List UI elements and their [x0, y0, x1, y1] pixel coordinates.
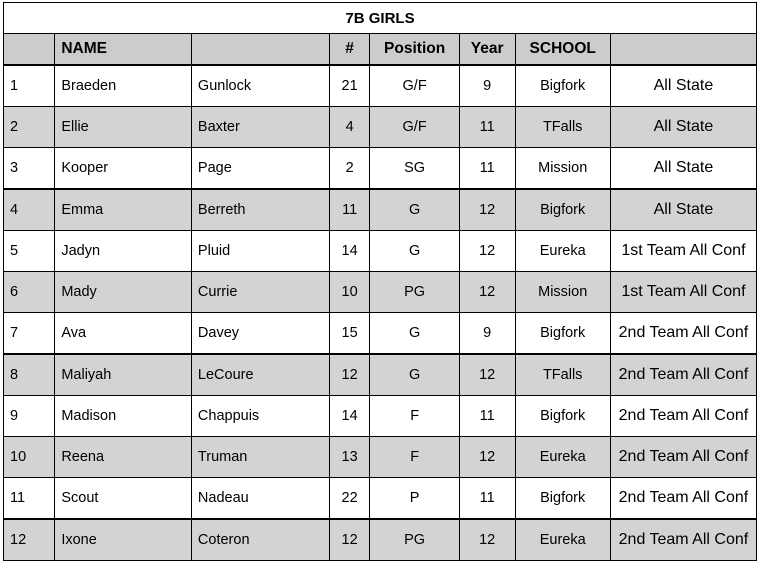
header-school: SCHOOL	[515, 34, 610, 66]
cell-position: F	[370, 396, 459, 437]
cell-school: Eureka	[515, 519, 610, 561]
cell-school: Bigfork	[515, 313, 610, 355]
cell-position: P	[370, 478, 459, 520]
cell-year: 12	[459, 354, 515, 396]
cell-honor: 2nd Team All Conf	[610, 396, 756, 437]
cell-year: 12	[459, 519, 515, 561]
table-row	[4, 478, 757, 520]
header-honor	[610, 34, 756, 66]
cell-honor: 1st Team All Conf	[610, 231, 756, 272]
cell-honor: All State	[610, 107, 756, 148]
header-number: #	[329, 34, 370, 66]
table-row	[4, 519, 757, 561]
cell-position: G/F	[370, 107, 459, 148]
cell-last-name: Baxter	[191, 107, 329, 148]
cell-first-name: Ixone	[55, 519, 192, 561]
cell-number: 12	[329, 354, 370, 396]
cell-last-name: Chappuis	[191, 396, 329, 437]
cell-first-name: Mady	[55, 272, 192, 313]
header-position: Position	[370, 34, 459, 66]
cell-last-name: Page	[191, 148, 329, 190]
title-row	[4, 3, 757, 34]
cell-year: 12	[459, 437, 515, 478]
table-row	[4, 313, 757, 355]
cell-honor: 1st Team All Conf	[610, 272, 756, 313]
cell-position: PG	[370, 519, 459, 561]
cell-first-name: Scout	[55, 478, 192, 520]
cell-index: 8	[4, 354, 55, 396]
cell-index: 1	[4, 65, 55, 107]
cell-last-name: LeCoure	[191, 354, 329, 396]
cell-honor: 2nd Team All Conf	[610, 354, 756, 396]
table-row	[4, 396, 757, 437]
cell-first-name: Ellie	[55, 107, 192, 148]
cell-school: TFalls	[515, 107, 610, 148]
cell-position: F	[370, 437, 459, 478]
cell-school: Eureka	[515, 231, 610, 272]
roster-table	[3, 2, 757, 561]
cell-number: 4	[329, 107, 370, 148]
table-row	[4, 65, 757, 107]
cell-last-name: Coteron	[191, 519, 329, 561]
cell-school: Mission	[515, 148, 610, 190]
cell-school: Mission	[515, 272, 610, 313]
cell-school: Eureka	[515, 437, 610, 478]
cell-number: 2	[329, 148, 370, 190]
cell-index: 10	[4, 437, 55, 478]
cell-index: 9	[4, 396, 55, 437]
header-row	[4, 34, 757, 66]
cell-last-name: Truman	[191, 437, 329, 478]
cell-honor: All State	[610, 65, 756, 107]
table-row	[4, 354, 757, 396]
cell-year: 11	[459, 478, 515, 520]
cell-honor: All State	[610, 148, 756, 190]
cell-last-name: Gunlock	[191, 65, 329, 107]
cell-last-name: Pluid	[191, 231, 329, 272]
header-last	[191, 34, 329, 66]
cell-first-name: Ava	[55, 313, 192, 355]
table-row	[4, 231, 757, 272]
cell-position: G	[370, 313, 459, 355]
cell-number: 14	[329, 396, 370, 437]
cell-first-name: Reena	[55, 437, 192, 478]
cell-position: G/F	[370, 65, 459, 107]
cell-honor: 2nd Team All Conf	[610, 437, 756, 478]
cell-index: 6	[4, 272, 55, 313]
cell-school: TFalls	[515, 354, 610, 396]
cell-number: 15	[329, 313, 370, 355]
cell-school: Bigfork	[515, 478, 610, 520]
cell-index: 2	[4, 107, 55, 148]
cell-number: 14	[329, 231, 370, 272]
table-row	[4, 107, 757, 148]
cell-index: 3	[4, 148, 55, 190]
cell-last-name: Berreth	[191, 189, 329, 231]
cell-year: 11	[459, 148, 515, 190]
cell-honor: 2nd Team All Conf	[610, 478, 756, 520]
cell-number: 13	[329, 437, 370, 478]
cell-year: 11	[459, 396, 515, 437]
cell-index: 11	[4, 478, 55, 520]
cell-number: 22	[329, 478, 370, 520]
cell-index: 4	[4, 189, 55, 231]
table-row	[4, 148, 757, 190]
cell-position: PG	[370, 272, 459, 313]
cell-first-name: Emma	[55, 189, 192, 231]
cell-year: 12	[459, 189, 515, 231]
cell-index: 5	[4, 231, 55, 272]
cell-honor: 2nd Team All Conf	[610, 519, 756, 561]
cell-year: 9	[459, 313, 515, 355]
header-year: Year	[459, 34, 515, 66]
cell-number: 11	[329, 189, 370, 231]
cell-first-name: Maliyah	[55, 354, 192, 396]
cell-school: Bigfork	[515, 189, 610, 231]
cell-number: 21	[329, 65, 370, 107]
cell-position: G	[370, 354, 459, 396]
cell-year: 12	[459, 272, 515, 313]
cell-number: 10	[329, 272, 370, 313]
cell-first-name: Kooper	[55, 148, 192, 190]
cell-first-name: Braeden	[55, 65, 192, 107]
cell-honor: All State	[610, 189, 756, 231]
cell-position: SG	[370, 148, 459, 190]
header-name: NAME	[55, 34, 192, 66]
cell-last-name: Davey	[191, 313, 329, 355]
cell-position: G	[370, 189, 459, 231]
spreadsheet	[3, 2, 757, 561]
cell-year: 12	[459, 231, 515, 272]
header-index	[4, 34, 55, 66]
cell-index: 7	[4, 313, 55, 355]
cell-position: G	[370, 231, 459, 272]
table-row	[4, 272, 757, 313]
cell-year: 9	[459, 65, 515, 107]
table-row	[4, 437, 757, 478]
cell-school: Bigfork	[515, 396, 610, 437]
table-title: 7B GIRLS	[4, 3, 757, 34]
cell-index: 12	[4, 519, 55, 561]
cell-first-name: Madison	[55, 396, 192, 437]
cell-first-name: Jadyn	[55, 231, 192, 272]
table-row	[4, 189, 757, 231]
cell-honor: 2nd Team All Conf	[610, 313, 756, 355]
cell-year: 11	[459, 107, 515, 148]
cell-last-name: Currie	[191, 272, 329, 313]
cell-last-name: Nadeau	[191, 478, 329, 520]
cell-number: 12	[329, 519, 370, 561]
cell-school: Bigfork	[515, 65, 610, 107]
